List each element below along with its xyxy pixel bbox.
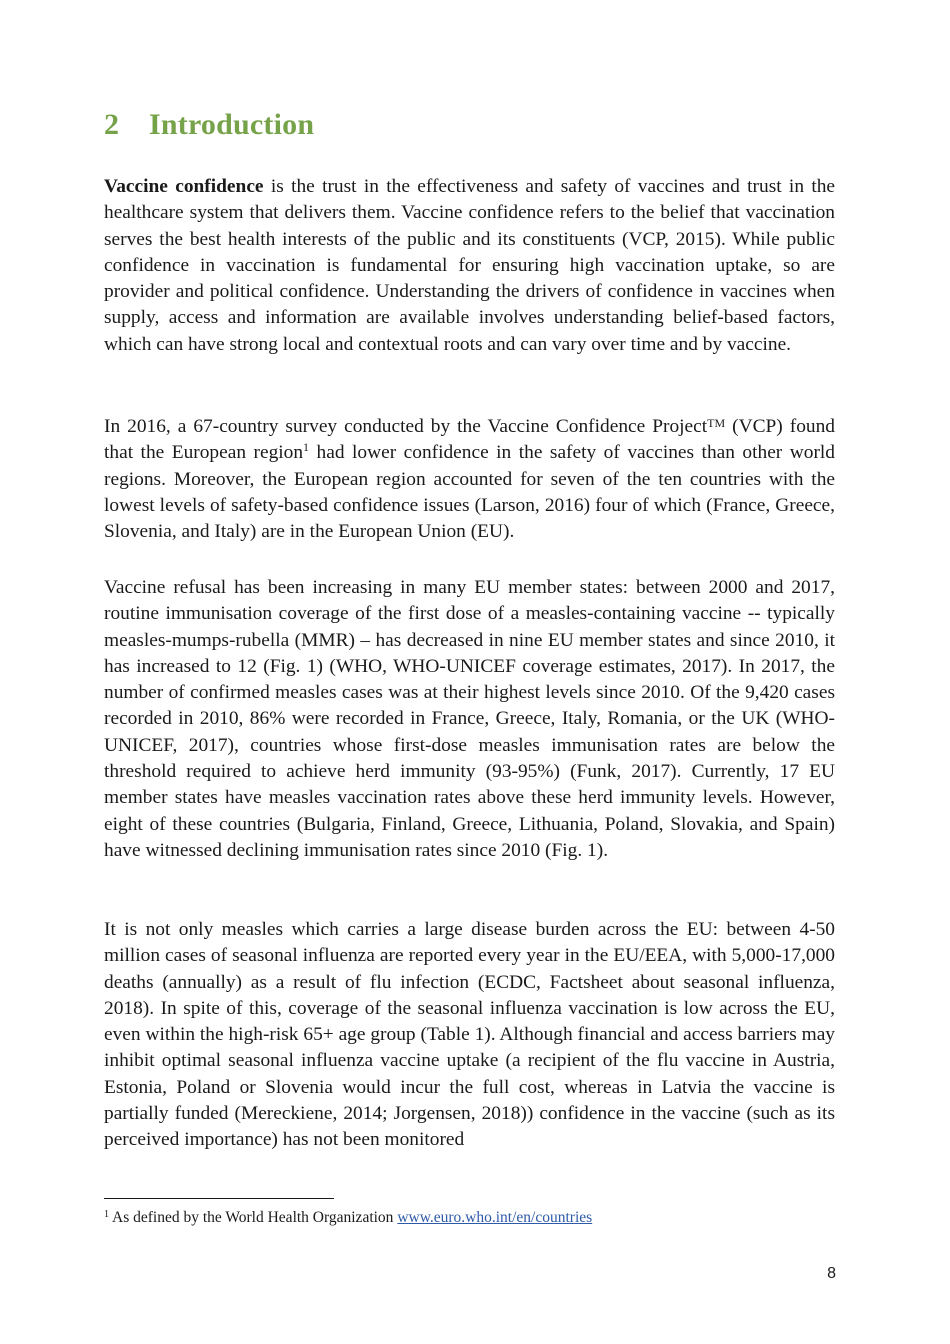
paragraph-text: (VCP) found that the European region: [104, 416, 835, 464]
paragraph-text: is the trust in the effectiveness and safety of vaccines and trust in the healthcare system that delivers them. Vaccine confidence refers to the belief that vaccination serves the best health interests of the public and its constituents (VCP, 2015). While public confidence in vaccination is fundamental for ensuring high vaccination uptake, so are provider and political confidence. Understanding the drivers of confidence in vaccines when supply, access and information are available involves understanding belief-based factors, which can have strong local and contextual roots and can vary over time and by vaccine.: [104, 176, 836, 355]
section-number: 2: [104, 108, 120, 141]
section-heading: [104, 108, 314, 142]
paragraph-text: In 2016, a 67-country survey conducted by the Vaccine Confidence Project: [104, 416, 708, 437]
paragraph-vaccine-confidence: [104, 174, 835, 358]
paragraph-vcp-survey: [104, 414, 835, 545]
page-number: 8: [827, 1265, 836, 1282]
defined-term: Vaccine confidence: [104, 176, 264, 197]
footnote-link[interactable]: www.euro.who.int/en/countries: [397, 1209, 593, 1226]
footnote-reference[interactable]: 1: [303, 440, 310, 455]
footnote-marker: 1: [104, 1209, 109, 1220]
paragraph-text: had lower confidence in the safety of vaccines than other world regions. Moreover, the European region accounted for seven of the ten countries with the lowest levels of safety-based confidence issues (Larson, 2016) four of which (France, Greece, Slovenia, and Italy) are in the European Union (EU).: [104, 442, 835, 543]
paragraph-influenza: It is not only measles which carries a large disease burden across the EU: between 4-50 million cases of seasonal influenza are reported every year in the EU/EEA, with 5,000-17,000 deaths (annually) as a result of flu infection (ECDC, Factsheet about seasonal influenza, 2018). In spite of this, coverage of the seasonal influenza vaccination is low across the EU, even within the high-risk 65+ age group (Table 1). Although financial and access barriers may inhibit optimal seasonal influenza vaccine uptake (a recipient of the flu vaccine in Austria, Estonia, Poland or Slovenia would incur the full cost, whereas in Latvia the vaccine is partially funded (Mereckiene, 2014; Jorgensen, 2018)) confidence in the vaccine (such as its perceived importance) has not been monitored: [104, 919, 835, 1151]
paragraph-vaccine-refusal: Vaccine refusal has been increasing in many EU member states: between 2000 and 2017, routine immunisation coverage of the first dose of a measles-containing vaccine -- typically measles-mumps-rubella (MMR) – has decreased in nine EU member states and since 2010, it has increased to 12 (Fig. 1) (WHO, WHO-UNICEF coverage estimates, 2017). In 2017, the number of confirmed measles cases was at their highest levels since 2010. Of the 9,420 cases recorded in 2010, 86% were recorded in France, Greece, Italy, Romania, or the UK (WHO-UNICEF, 2017), countries whose first-dose measles immunisation rates are below the threshold required to achieve herd immunity (93-95%) (Funk, 2017). Currently, 17 EU member states have measles vaccination rates above these herd immunity levels. However, eight of these countries (Bulgaria, Finland, Greece, Lithuania, Poland, Slovakia, and Spain) have witnessed declining immunisation rates since 2010 (Fig. 1).: [104, 577, 835, 861]
footnote: [104, 1208, 592, 1228]
footnote-separator: [104, 1198, 334, 1199]
trademark-symbol: TM: [707, 416, 726, 430]
footnote-text: As defined by the World Health Organization: [109, 1209, 398, 1226]
section-title: Introduction: [149, 108, 315, 141]
